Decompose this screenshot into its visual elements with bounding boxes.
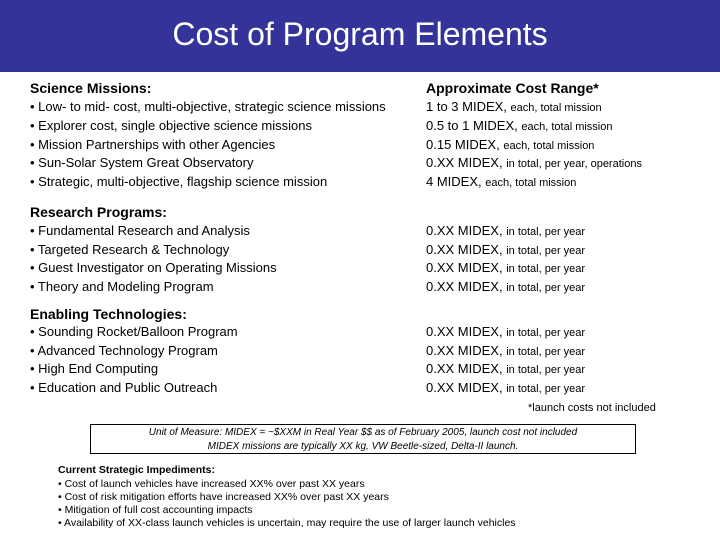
- research-item: • Guest Investigator on Operating Missions: [30, 260, 277, 275]
- enabling-item: • High End Computing: [30, 361, 159, 376]
- research-cost: [426, 242, 585, 259]
- enabling-item: • Advanced Technology Program: [30, 343, 218, 358]
- cost-note: in total, per year: [506, 327, 586, 339]
- research-cost: [426, 260, 585, 277]
- cost-value: 0.XX MIDEX,: [426, 380, 503, 395]
- launch-cost-footnote: *launch costs not included: [528, 402, 656, 414]
- unit-of-measure-box: [90, 424, 636, 454]
- midex-description-line: MIDEX missions are typically XX kg, VW Beetle-sized, Delta-II launch.: [207, 441, 519, 452]
- impediment-item: • Cost of risk mitigation efforts have increased XX% over past XX years: [58, 491, 389, 503]
- science-item: • Explorer cost, single objective science missions: [30, 118, 313, 133]
- impediment-item: • Mitigation of full cost accounting impacts: [58, 504, 253, 516]
- science-cost: [426, 155, 642, 172]
- cost-value: 0.XX MIDEX,: [426, 242, 503, 257]
- cost-value: 0.15 MIDEX,: [426, 137, 500, 152]
- cost-note: in total, per year: [506, 364, 586, 376]
- unit-of-measure-line: Unit of Measure: MIDEX = ~$XXM in Real Year $$ as of February 2005, launch cost not included: [148, 427, 578, 438]
- science-heading: Science Missions:: [30, 80, 152, 96]
- cost-note: in total, per year: [506, 346, 586, 358]
- cost-note: each, total mission: [503, 140, 595, 152]
- cost-note: in total, per year, operations: [506, 158, 642, 170]
- cost-note: each, total mission: [510, 102, 602, 114]
- impediments-heading: Current Strategic Impediments:: [58, 464, 215, 476]
- cost-value: 1 to 3 MIDEX,: [426, 99, 507, 114]
- enabling-heading: Enabling Technologies:: [30, 306, 187, 322]
- enabling-cost: [426, 343, 585, 360]
- cost-value: 0.XX MIDEX,: [426, 260, 503, 275]
- enabling-item: • Sounding Rocket/Balloon Program: [30, 324, 238, 339]
- cost-note: in total, per year: [506, 383, 586, 395]
- cost-note: in total, per year: [506, 226, 586, 238]
- slide-title: Cost of Program Elements: [172, 16, 548, 52]
- cost-note: in total, per year: [506, 263, 586, 275]
- science-cost: [426, 174, 576, 191]
- research-item: • Targeted Research & Technology: [30, 242, 230, 257]
- impediment-item: • Cost of launch vehicles have increased XX% over past XX years: [58, 478, 365, 490]
- cost-note: each, total mission: [521, 121, 613, 133]
- title-bar: [0, 0, 720, 72]
- cost-value: 0.XX MIDEX,: [426, 155, 503, 170]
- cost-note: each, total mission: [485, 177, 577, 189]
- enabling-cost: [426, 324, 585, 341]
- science-cost: [426, 118, 613, 135]
- science-cost: [426, 99, 602, 116]
- science-item: • Sun-Solar System Great Observatory: [30, 155, 254, 170]
- science-cost: [426, 137, 594, 154]
- cost-value: 0.XX MIDEX,: [426, 223, 503, 238]
- research-cost: [426, 279, 585, 296]
- research-item: • Theory and Modeling Program: [30, 279, 214, 294]
- cost-value: 0.XX MIDEX,: [426, 324, 503, 339]
- cost-heading: Approximate Cost Range*: [426, 80, 599, 96]
- research-heading: Research Programs:: [30, 204, 167, 220]
- cost-value: 0.XX MIDEX,: [426, 279, 503, 294]
- research-item: • Fundamental Research and Analysis: [30, 223, 250, 238]
- impediment-item: • Availability of XX-class launch vehicles is uncertain, may require the use of larger launch vehicles: [58, 517, 516, 529]
- science-item: • Strategic, multi-objective, flagship science mission: [30, 174, 328, 189]
- cost-note: in total, per year: [506, 245, 586, 257]
- science-item: • Mission Partnerships with other Agencies: [30, 137, 276, 152]
- research-cost: [426, 223, 585, 240]
- enabling-cost: [426, 361, 585, 378]
- cost-note: in total, per year: [506, 282, 586, 294]
- cost-value: 4 MIDEX,: [426, 174, 482, 189]
- science-item: • Low- to mid- cost, multi-objective, strategic science missions: [30, 99, 386, 114]
- cost-value: 0.XX MIDEX,: [426, 343, 503, 358]
- enabling-cost: [426, 380, 585, 397]
- cost-value: 0.5 to 1 MIDEX,: [426, 118, 518, 133]
- cost-value: 0.XX MIDEX,: [426, 361, 503, 376]
- enabling-item: • Education and Public Outreach: [30, 380, 218, 395]
